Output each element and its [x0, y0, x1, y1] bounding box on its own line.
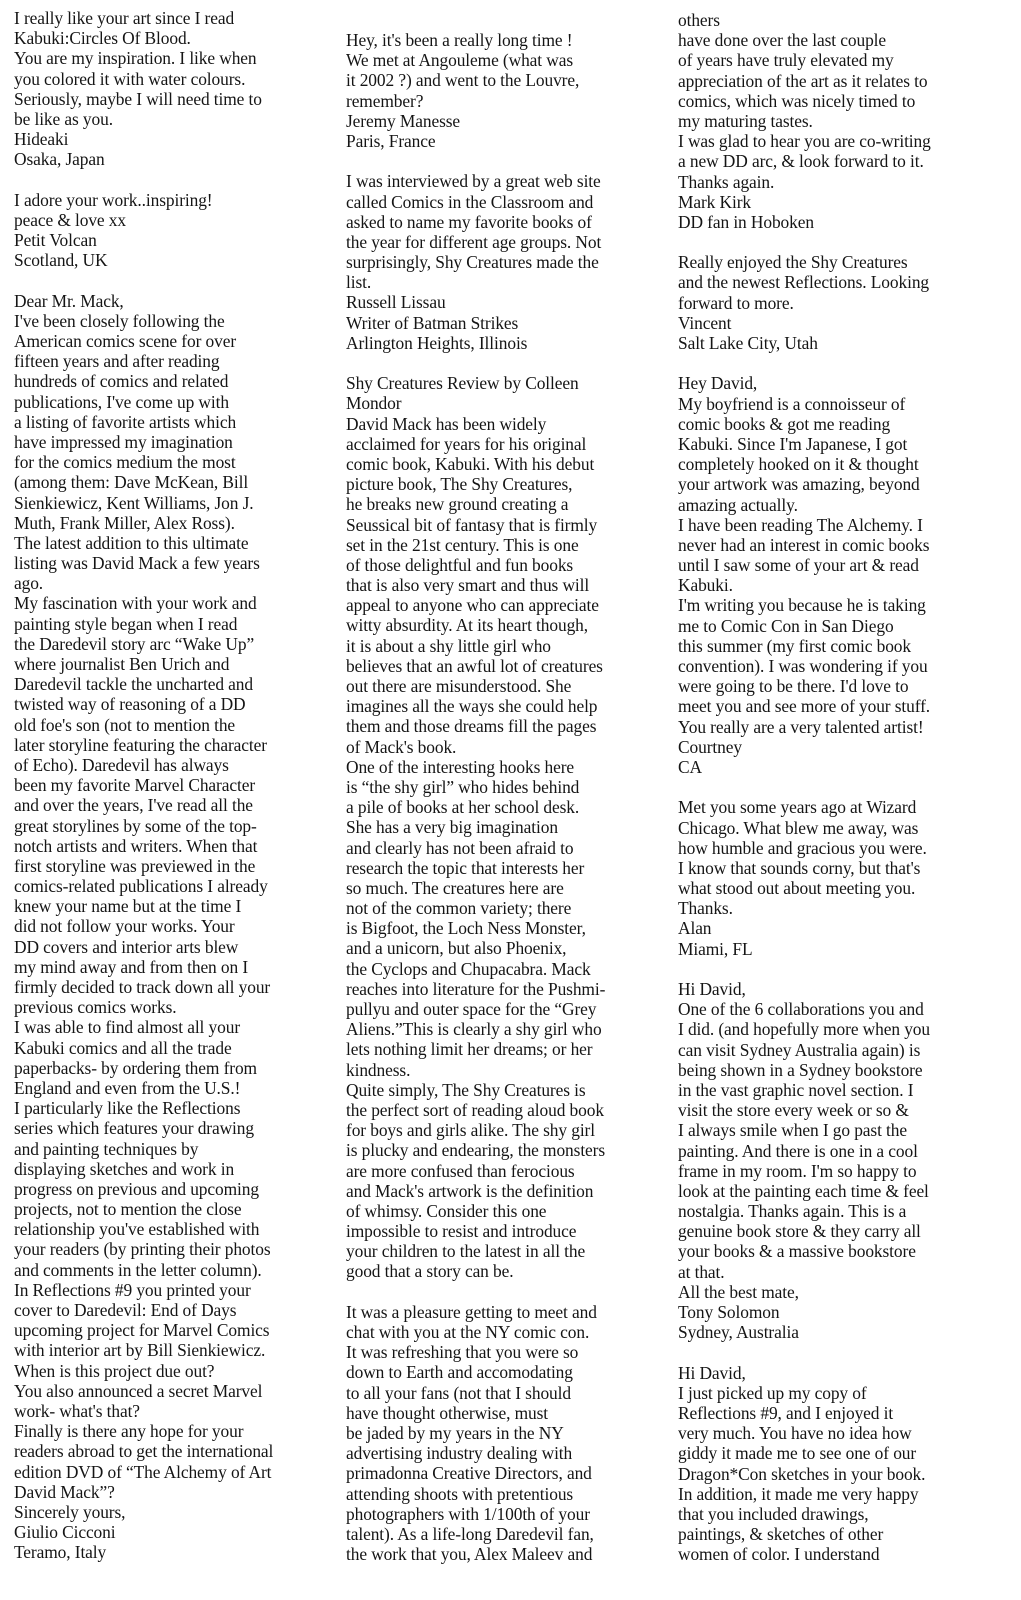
text-line: lets nothing limit her dreams; or her: [346, 1039, 593, 1060]
text-line: impossible to resist and introduce: [346, 1221, 577, 1242]
text-line: I particularly like the Reflections: [14, 1098, 241, 1119]
text-line: notch artists and writers. When that: [14, 835, 258, 856]
text-line: of Echo). Daredevil has always: [14, 754, 229, 775]
text-line: later storyline featuring the character: [14, 734, 267, 755]
letter-block: [346, 30, 658, 151]
text-line: not of the common variety; there: [346, 898, 572, 919]
text-line: my mind away and from then on I: [14, 956, 249, 977]
text-line: my maturing tastes.: [678, 110, 813, 131]
text-line: genuine book store & they carry all: [678, 1221, 921, 1242]
text-line: One of the interesting hooks here: [346, 756, 575, 777]
text-line: never had an interest in comic books: [678, 534, 930, 555]
text-line: talent). As a life-long Daredevil fan,: [346, 1523, 594, 1544]
text-line: Alan: [678, 918, 712, 939]
text-line: Tony Solomon: [678, 1302, 780, 1322]
letter-block: [346, 171, 658, 353]
letter-gap: [346, 353, 658, 373]
text-line: your books & a massive bookstore: [678, 1241, 916, 1262]
text-line: You are my inspiration. I like when: [14, 48, 257, 69]
text-line: Jeremy Manesse: [346, 110, 461, 131]
letter-block: [14, 8, 326, 170]
text-line: did not follow your works. Your: [14, 916, 235, 937]
text-line: work- what's that?: [14, 1400, 140, 1421]
text-line: CA: [678, 756, 702, 777]
text-line: Sienkiewicz, Kent Williams, Jon J.: [14, 492, 254, 513]
text-line: comic books & got me reading: [678, 413, 891, 434]
text-line: Dear Mr. Mack,: [14, 290, 124, 311]
text-line: your artwork was amazing, beyond: [678, 474, 920, 495]
text-line: You also announced a secret Marvel: [14, 1380, 263, 1401]
text-line: amazing actually.: [678, 494, 798, 515]
text-line: and Mack's artwork is the definition: [346, 1180, 594, 1201]
text-line: completely hooked on it & thought: [678, 454, 919, 475]
text-line: appreciation of the art as it relates to: [678, 70, 928, 91]
text-line: and over the years, I've read all the: [14, 795, 253, 816]
text-line: twisted way of reasoning of a DD: [14, 694, 246, 715]
text-line: and comments in the letter column).: [14, 1259, 262, 1280]
text-line: series which features your drawing: [14, 1118, 254, 1139]
text-line: you colored it with water colours.: [14, 68, 246, 89]
text-line: I always smile when I go past the: [678, 1120, 908, 1141]
text-line: it is about a shy little girl who: [346, 635, 551, 656]
text-line: Kabuki:Circles Of Blood.: [14, 28, 191, 49]
text-line: to all your fans (not that I should: [346, 1382, 571, 1403]
text-line: I adore your work..inspiring!: [14, 189, 213, 210]
text-line: photographers with 1/100th of your: [346, 1503, 590, 1524]
text-line: Paris, France: [346, 130, 436, 151]
text-line: how humble and gracious you were.: [678, 837, 927, 858]
text-line: Muth, Frank Miller, Alex Ross).: [14, 512, 235, 533]
text-line: My fascination with your work and: [14, 593, 257, 614]
text-line: acclaimed for years for his original: [346, 433, 587, 454]
text-line: were going to be there. I'd love to: [678, 676, 909, 697]
text-line: advertising industry dealing with: [346, 1443, 573, 1464]
text-line: first storyline was previewed in the: [14, 855, 256, 876]
text-line: imagines all the ways she could help: [346, 696, 598, 717]
text-line: paintings, & sketches of other: [678, 1524, 884, 1545]
text-line: Salt Lake City, Utah: [678, 333, 818, 353]
letter-block: [678, 373, 998, 777]
text-line: and the newest Reflections. Looking: [678, 272, 930, 293]
text-line: is Bigfoot, the Loch Ness Monster,: [346, 918, 586, 939]
text-line: so much. The creatures here are: [346, 877, 564, 898]
letter-gap: [678, 777, 998, 797]
text-line: listing was David Mack a few years: [14, 553, 260, 574]
text-line: displaying sketches and work in: [14, 1158, 235, 1179]
text-line: and a unicorn, but also Phoenix,: [346, 938, 567, 959]
text-line: Hideaki: [14, 129, 69, 150]
letter-gap: [14, 270, 326, 290]
text-line: meet you and see more of your stuff.: [678, 696, 931, 717]
text-line: relationship you've established with: [14, 1219, 260, 1240]
text-line: Teramo, Italy: [14, 1542, 107, 1563]
letters-column-1: [14, 8, 326, 1562]
text-line: is “the shy girl” who hides behind: [346, 776, 580, 797]
letter-block: [678, 979, 998, 1342]
text-line: England and even from the U.S.!: [14, 1077, 241, 1098]
text-line: In Reflections #9 you printed your: [14, 1279, 251, 1300]
text-line: have thought otherwise, must: [346, 1402, 548, 1423]
text-line: nostalgia. Thanks again. This is a: [678, 1201, 907, 1222]
text-line: appeal to anyone who can appreciate: [346, 595, 599, 616]
letter-block: [346, 1302, 658, 1564]
text-line: that you included drawings,: [678, 1503, 869, 1524]
text-line: your children to the latest in all the: [346, 1241, 586, 1262]
text-line: women of color. I understand: [678, 1544, 880, 1565]
text-line: look at the painting each time & feel: [678, 1180, 929, 1201]
text-line: Daredevil tackle the uncharted and: [14, 674, 253, 695]
text-line: out there are misunderstood. She: [346, 676, 572, 696]
text-line: pullyu and outer space for the “Grey: [346, 999, 597, 1019]
text-line: David Mack has been widely: [346, 413, 547, 434]
text-line: Kabuki comics and all the trade: [14, 1037, 232, 1058]
text-line: down to Earth and accomodating: [346, 1362, 573, 1383]
text-line: Arlington Heights, Illinois: [346, 332, 528, 353]
letter-block: [678, 252, 998, 353]
text-line: David Mack”?: [14, 1481, 115, 1502]
text-line: In addition, it made me very happy: [678, 1483, 919, 1504]
text-line: a new DD arc, & look forward to it.: [678, 151, 924, 172]
letters-column-3: [678, 10, 998, 1564]
text-line: The latest addition to this ultimate: [14, 532, 249, 553]
text-line: me to Comic Con in San Diego: [678, 615, 894, 636]
text-line: readers abroad to get the international: [14, 1441, 274, 1462]
text-line: of Mack's book.: [346, 736, 457, 757]
text-line: I was interviewed by a great web site: [346, 171, 601, 192]
letters-column-2: [346, 30, 658, 1564]
text-line: I did. (and hopefully more when you: [678, 1019, 930, 1040]
text-line: Writer of Batman Strikes: [346, 312, 519, 333]
text-line: this summer (my first comic book: [678, 635, 911, 656]
text-line: being shown in a Sydney bookstore: [678, 1059, 923, 1080]
letter-gap: [678, 1342, 998, 1362]
text-line: Really enjoyed the Shy Creatures: [678, 252, 908, 273]
text-line: progress on previous and upcoming: [14, 1178, 259, 1199]
text-line: Russell Lissau: [346, 292, 446, 313]
text-line: set in the 21st century. This is one: [346, 534, 579, 555]
text-line: I know that sounds corny, but that's: [678, 857, 921, 878]
text-line: have impressed my imagination: [14, 431, 233, 452]
text-line: My boyfriend is a connoisseur of: [678, 393, 906, 414]
text-line: kindness.: [346, 1059, 411, 1080]
text-line: comic book, Kabuki. With his debut: [346, 453, 595, 474]
text-line: Aliens.”This is clearly a shy girl who: [346, 1019, 602, 1040]
text-line: projects, not to mention the close: [14, 1199, 242, 1220]
text-line: I was able to find almost all your: [14, 1017, 241, 1038]
text-line: the work that you, Alex Maleev and: [346, 1544, 593, 1565]
text-line: giddy it made me to see one of our: [678, 1443, 917, 1464]
text-line: be like as you.: [14, 108, 113, 129]
text-line: Thanks again.: [678, 171, 775, 192]
text-line: edition DVD of “The Alchemy of Art: [14, 1461, 272, 1482]
text-line: attending shoots with pretentious: [346, 1483, 574, 1504]
text-line: Hey, it's been a really long time !: [346, 30, 573, 50]
letter-block: [14, 190, 326, 271]
text-line: great storylines by some of the top-: [14, 815, 257, 836]
text-line: frame in my room. I'm so happy to: [678, 1160, 917, 1181]
letter-block: [346, 373, 658, 1281]
text-line: Hey David,: [678, 373, 758, 394]
text-line: Quite simply, The Shy Creatures is: [346, 1079, 586, 1100]
text-line: Courtney: [678, 736, 742, 757]
text-line: (among them: Dave McKean, Bill: [14, 472, 249, 493]
text-line: We met at Angouleme (what was: [346, 50, 574, 71]
text-line: comics-related publications I already: [14, 876, 268, 897]
text-line: Giulio Cicconi: [14, 1522, 116, 1543]
letter-block: [678, 10, 998, 232]
text-line: is plucky and endearing, the monsters: [346, 1140, 606, 1161]
text-line: All the best mate,: [678, 1281, 799, 1302]
text-line: Sincerely yours,: [14, 1501, 126, 1522]
text-line: Kabuki. Since I'm Japanese, I got: [678, 433, 908, 454]
text-line: comics, which was nicely timed to: [678, 90, 916, 111]
letter-gap: [678, 232, 998, 252]
text-line: believes that an awful lot of creatures: [346, 655, 603, 676]
text-line: Dragon*Con sketches in your book.: [678, 1463, 926, 1484]
text-line: witty absurdity. At its heart though,: [346, 615, 589, 636]
text-line: cover to Daredevil: End of Days: [14, 1300, 237, 1320]
text-line: picture book, The Shy Creatures,: [346, 474, 573, 495]
text-line: at that.: [678, 1261, 725, 1282]
text-line: convention). I was wondering if you: [678, 656, 928, 676]
text-line: the year for different age groups. Not: [346, 231, 602, 252]
text-line: Osaka, Japan: [14, 149, 105, 170]
letter-block: [678, 1363, 998, 1565]
letter-gap: [678, 353, 998, 373]
text-line: what stood out about meeting you.: [678, 878, 916, 899]
text-line: You really are a very talented artist!: [678, 716, 924, 737]
text-line: that is also very smart and thus will: [346, 575, 590, 596]
text-line: remember?: [346, 90, 424, 111]
text-line: DD covers and interior arts blew: [14, 936, 239, 957]
text-line: I was glad to hear you are co-writing: [678, 131, 931, 152]
text-line: previous comics works.: [14, 997, 177, 1018]
text-line: DD fan in Hoboken: [678, 211, 814, 232]
text-line: surprisingly, Shy Creatures made the: [346, 252, 599, 273]
text-line: reaches into literature for the Pushmi-: [346, 978, 606, 999]
text-line: it 2002 ?) and went to the Louvre,: [346, 70, 580, 91]
text-line: I really like your art since I read: [14, 8, 235, 28]
text-line: primadonna Creative Directors, and: [346, 1463, 592, 1484]
letter-gap: [678, 959, 998, 979]
text-line: where journalist Ben Urich and: [14, 654, 230, 674]
text-line: be jaded by my years in the NY: [346, 1422, 564, 1443]
text-line: Sydney, Australia: [678, 1322, 799, 1343]
text-line: for the comics medium the most: [14, 452, 236, 473]
text-line: upcoming project for Marvel Comics: [14, 1320, 270, 1341]
text-line: list.: [346, 272, 372, 293]
text-line: good that a story can be.: [346, 1261, 514, 1282]
text-line: I'm writing you because he is taking: [678, 595, 926, 616]
text-line: until I saw some of your art & read: [678, 555, 919, 576]
text-line: the Daredevil story arc “Wake Up”: [14, 633, 255, 654]
text-line: are more confused than ferocious: [346, 1160, 575, 1181]
text-line: forward to more.: [678, 292, 794, 313]
text-line: asked to name my favorite books of: [346, 211, 592, 232]
text-line: fifteen years and after reading: [14, 351, 220, 372]
text-line: paperbacks- by ordering them from: [14, 1057, 257, 1078]
text-line: Finally is there any hope for your: [14, 1421, 244, 1442]
text-line: for boys and girls alike. The shy girl: [346, 1120, 595, 1141]
text-line: research the topic that interests her: [346, 857, 585, 878]
letter-block: [678, 797, 998, 959]
text-line: It was refreshing that you were so: [346, 1342, 579, 1363]
text-line: hundreds of comics and related: [14, 371, 229, 392]
text-line: American comics scene for over: [14, 331, 237, 351]
text-line: knew your name but at the time I: [14, 896, 242, 917]
text-line: Scotland, UK: [14, 250, 108, 271]
text-line: been my favorite Marvel Character: [14, 775, 256, 796]
text-line: Petit Volcan: [14, 230, 97, 251]
text-line: It was a pleasure getting to meet and: [346, 1301, 597, 1322]
text-line: Thanks.: [678, 898, 733, 919]
text-line: called Comics in the Classroom and: [346, 191, 594, 212]
text-line: Mondor: [346, 393, 402, 414]
text-line: One of the 6 collaborations you and: [678, 999, 924, 1020]
text-line: Shy Creatures Review by Colleen: [346, 373, 579, 394]
text-line: a pile of books at her school desk.: [346, 797, 580, 818]
text-line: and clearly has not been afraid to: [346, 837, 574, 858]
text-line: of those delightful and fun books: [346, 554, 574, 575]
text-line: the perfect sort of reading aloud book: [346, 1099, 604, 1120]
text-line: When is this project due out?: [14, 1360, 215, 1381]
text-line: I've been closely following the: [14, 310, 225, 331]
text-line: Seussical bit of fantasy that is firmly: [346, 514, 598, 535]
text-line: Hi David,: [678, 1362, 746, 1383]
text-line: Seriously, maybe I will need time to: [14, 88, 262, 109]
text-line: of whimsy. Consider this one: [346, 1200, 547, 1221]
text-line: have done over the last couple: [678, 30, 887, 51]
text-line: I just picked up my copy of: [678, 1382, 867, 1403]
text-line: in the vast graphic novel section. I: [678, 1079, 914, 1100]
text-line: I have been reading The Alchemy. I: [678, 514, 923, 535]
text-line: peace & love xx: [14, 209, 126, 230]
letter-gap: [14, 170, 326, 190]
text-line: of years have truly elevated my: [678, 50, 894, 71]
text-line: the Cyclops and Chupacabra. Mack: [346, 958, 591, 979]
text-line: your readers (by printing their photos: [14, 1239, 271, 1260]
text-line: a listing of favorite artists which: [14, 411, 237, 432]
letter-gap: [346, 1282, 658, 1302]
letter-block: [14, 291, 326, 1563]
text-line: Chicago. What blew me away, was: [678, 817, 919, 838]
text-line: and painting techniques by: [14, 1138, 199, 1159]
letter-gap: [346, 151, 658, 171]
text-line: with interior art by Bill Sienkiewicz.: [14, 1340, 266, 1361]
text-line: She has a very big imagination: [346, 817, 558, 838]
text-line: visit the store every week or so &: [678, 1100, 909, 1121]
text-line: Vincent: [678, 312, 732, 333]
text-line: he breaks new ground creating a: [346, 494, 569, 515]
text-line: firmly decided to track down all your: [14, 977, 271, 997]
text-line: very much. You have no idea how: [678, 1423, 912, 1444]
text-line: painting style began when I read: [14, 613, 238, 634]
text-line: can visit Sydney Australia again) is: [678, 1039, 921, 1060]
text-line: Reflections #9, and I enjoyed it: [678, 1402, 894, 1423]
text-line: chat with you at the NY comic con.: [346, 1322, 590, 1342]
text-line: ago.: [14, 573, 44, 594]
text-line: others: [678, 10, 720, 30]
text-line: Mark Kirk: [678, 191, 751, 212]
text-line: Hi David,: [678, 979, 746, 999]
text-line: them and those dreams fill the pages: [346, 716, 597, 737]
text-line: old foe's son (not to mention the: [14, 714, 236, 735]
text-line: Kabuki.: [678, 575, 733, 596]
text-line: painting. And there is one in a cool: [678, 1140, 918, 1161]
text-line: publications, I've come up with: [14, 391, 229, 412]
text-line: Met you some years ago at Wizard: [678, 797, 917, 818]
text-line: Miami, FL: [678, 938, 753, 959]
